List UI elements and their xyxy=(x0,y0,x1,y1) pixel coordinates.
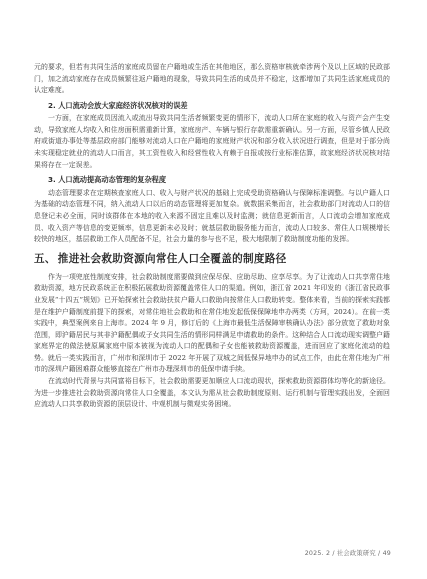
body-paragraph: 在流动时代背景与共同富裕目标下，社会救助需要更加顺应人口流动现状，探索救助资源群体均等化的新途径。为进一步推进社会救助资源向常住人口全覆盖，本文认为需从社会救助制度原则、运行机制与管理实践出发，全面回应流动人口共享救助资源的顶层设计、中观机制与微观实务困境。 xyxy=(34,377,390,409)
body-paragraph: 元的要求，但若有共同生活的家庭成员留在户籍地或生活在其他地区，那么资格审核就牵涉两个及以上区域的民政部门，加之流动家庭存在成员频繁往返户籍地的现象，导致共同生活的成员并不稳定，这都增加了共同生活家庭成员的认定难度。 xyxy=(34,63,390,95)
body-paragraph: 作为一项兜底性制度安排，社会救助制度需要做到应保尽保、应助尽助、应享尽享。为了让流动人口共享常住地救助资源，地方民政系统正在积极拓展救助资源覆盖常住人口的渠道。例如，浙江省 2021 年印发的《浙江省民政事业发展“十四五”规划》已开始探索社会救助扶贫户籍人口救助向按常住人口救助转变。整体来看，当前的探索实践都是在维护户籍制度前提下的探索，对常住地社会救助和在常住地发起低保保障地申办两类（方珂，2024）。在前一类实践中，典型案例来自上海市。2024 年 9 月，修订后的《上海市最低生活保障审核确认办法》部分放宽了救助对象范围，即沪籍居民与其非沪籍配偶或子女共同生活的情形同样满足申请救助的条件。这种结合人口流动现实调整户籍家庭界定的做法使原属家庭中原本被视为流动人口的配偶和子女也能被救助资源覆盖，进而回应了家庭化流动的趋势。就后一类实践而言，广州市和深圳市于 2022 年开展了双城之间低保异地申办的试点工作，由此在常住地为广州市的深圳户籍困难群众能够直接在广州市办理深圳市的低保申请手续。 xyxy=(34,272,390,374)
subsection-heading: 2. 人口流动会放大家庭经济状况核对的误差 xyxy=(48,100,188,110)
page-footer: 2025. 2 / 社会政策研究 / 49 xyxy=(304,550,391,557)
body-paragraph: 一方面，在家庭成员因流入或流出导致共同生活者频繁变更的情形下，流动人口所在家庭的收入与资产会产生变动，导致家庭人均收入和住房面积需重新计算，家庭房产、车辆与银行存款需重新确认。另一方面，尽管乡镇人民政府或街道办事处等基层政府部门能够对流动人口在户籍地的家庭财产状况和部分收入状况进行调查，但是对于部分尚未实现稳定就业的流动人口而言，其工资性收入和经营性收入有赖于自报或按行业标准估算，故家庭经济状况核对结果将存在一定误差。 xyxy=(34,114,390,169)
subsection-heading: 3. 人口流动提高动态管理的复杂程度 xyxy=(48,175,167,185)
body-paragraph: 动态管理要求在定期核查家庭人口、收入与财产状况的基础上完成受助资格确认与保障标准调整。与以户籍人口为基础的动态管理不同，纳入流动人口以后的动态管理将更加复杂。就数据采集而言，社会救助部门对流动人口的信息登记未必全面，同时该群体在本地的收入来源不固定且难以及时监测；就信息更新而言，人口流动会增加家庭成员、收入资产等信息的变更频率，信息更新未必及时；就基层救助服务能力而言，流动人口较多、常住人口规模增长较快的地区，基层救助工作人员配备不足，社会力量的参与也不足，极大地限制了救助制度功能的发挥。 xyxy=(34,188,390,244)
section-heading xyxy=(34,252,390,267)
section-number: 五、 xyxy=(34,252,56,265)
article-body xyxy=(34,62,390,411)
section-title: 推进社会救助资源向常住人口全覆盖的制度路径 xyxy=(57,252,287,265)
